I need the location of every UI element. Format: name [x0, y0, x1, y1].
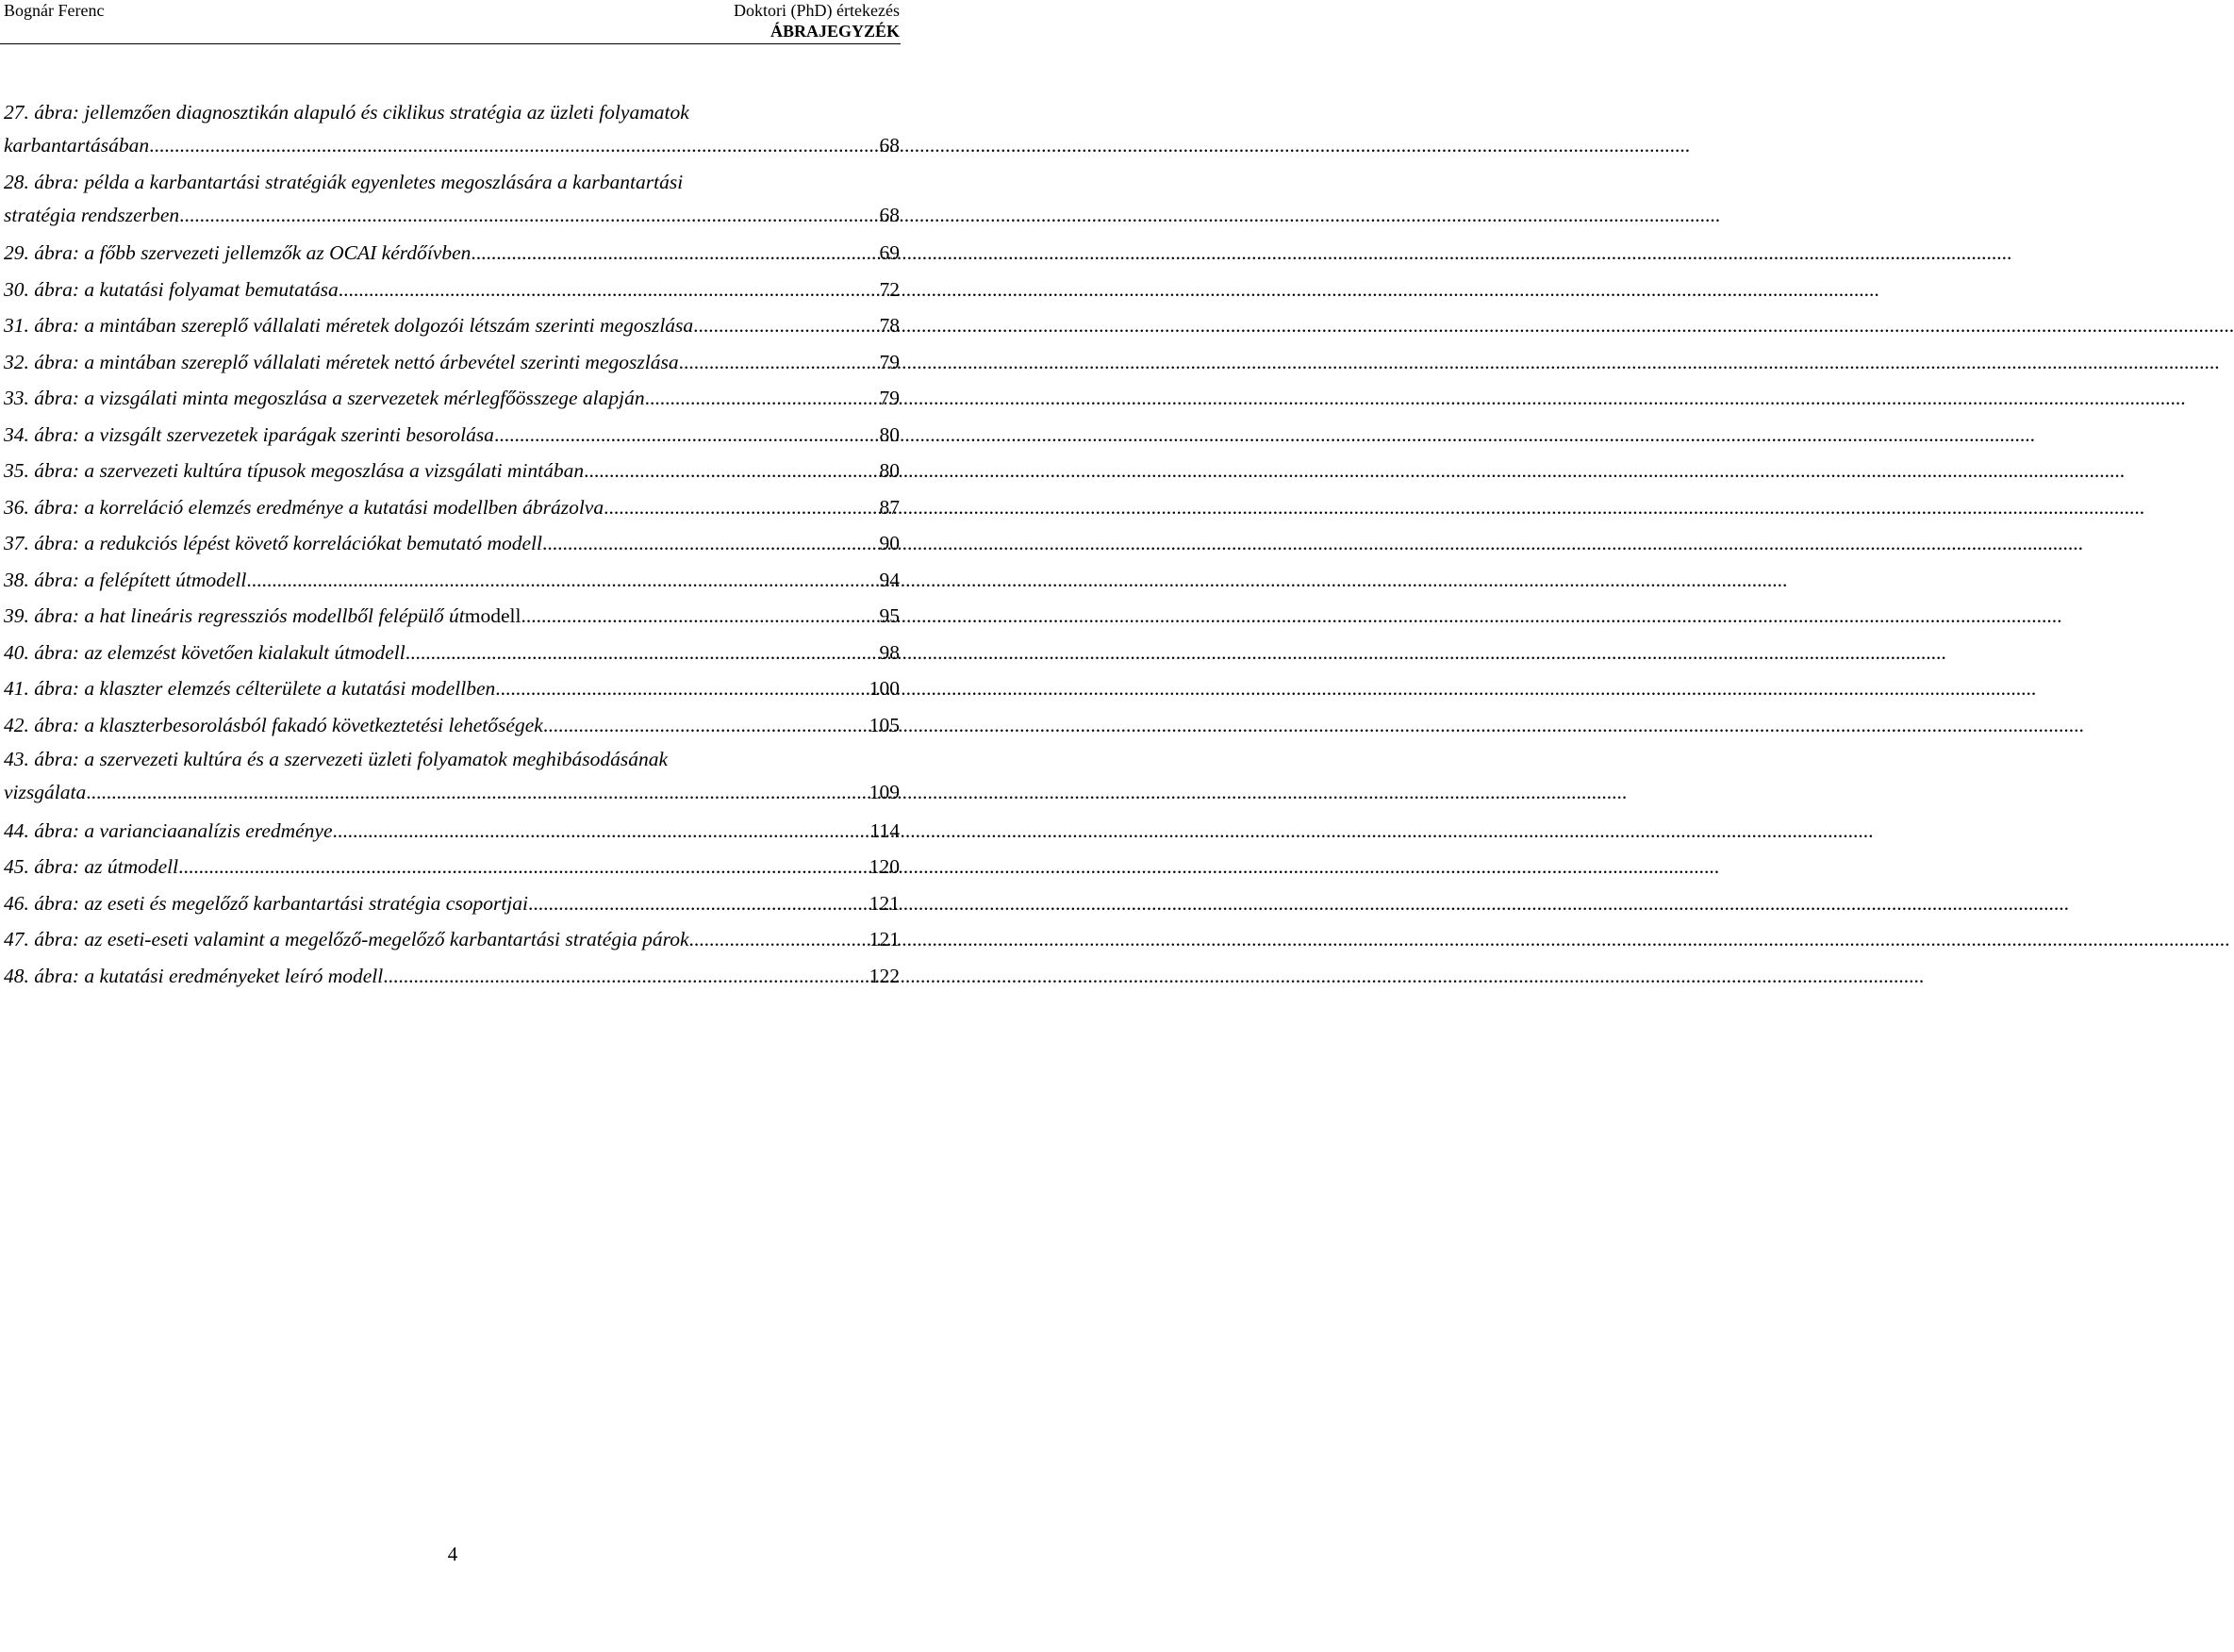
- page-header: [0, 0, 901, 44]
- figure-entry-title: 45. ábra: az útmodell: [4, 855, 179, 878]
- dot-leader: [542, 525, 879, 562]
- figure-entry-31[interactable]: [4, 307, 900, 344]
- figure-entry-page: 68: [879, 203, 900, 226]
- figure-entry-title: [4, 598, 521, 635]
- figure-entry-27[interactable]: [4, 96, 900, 162]
- figure-entry-page: 105: [869, 713, 900, 736]
- dot-leader: [178, 849, 869, 885]
- figure-entry-35[interactable]: [4, 453, 900, 489]
- dot-leader: [521, 598, 878, 635]
- dot-leader: [689, 921, 869, 958]
- figure-entry-title: 30. ábra: a kutatási folyamat bemutatása: [4, 277, 339, 301]
- dot-leader: [383, 958, 869, 995]
- figure-entry-29[interactable]: [4, 235, 900, 272]
- figure-entry-36[interactable]: [4, 489, 900, 526]
- figure-entry-title: 47. ábra: az eseti-eseti valamint a megelőző-megelőző karbantartási stratégia párok: [4, 928, 689, 950]
- header-document-type: Doktori (PhD) értekezés: [734, 1, 900, 20]
- figure-entry-title: 33. ábra: a vizsgálati minta megoszlása a szervezetek mérlegfőösszege alapján: [4, 387, 645, 409]
- figure-entry-43[interactable]: [4, 743, 900, 809]
- figure-entry-46[interactable]: [4, 885, 900, 922]
- dot-leader: [246, 562, 878, 599]
- header-section-title: ÁBRAJEGYZÉK: [769, 22, 900, 41]
- figure-entry-page: 78: [879, 314, 900, 337]
- figure-list: [4, 96, 900, 994]
- figure-entry-title: 42. ábra: a klaszterbesorolásból fakadó következtetési lehetőségek: [4, 713, 543, 736]
- figure-entry-page: 98: [879, 640, 900, 664]
- figure-entry-title: karbantartásában: [4, 134, 150, 157]
- figure-entry-39[interactable]: [4, 598, 900, 635]
- figure-entry-page: 68: [879, 134, 900, 157]
- figure-entry-47[interactable]: [4, 921, 900, 958]
- dot-leader: [584, 453, 878, 489]
- page-number: 4: [447, 1543, 458, 1565]
- figure-entry-41[interactable]: [4, 670, 900, 707]
- dot-leader: [679, 344, 879, 381]
- figure-entry-title-line1: 28. ábra: példa a karbantartási stratégiák egyenletes megoszlására a karbantartási: [4, 170, 684, 193]
- figure-entry-34[interactable]: [4, 417, 900, 454]
- dot-leader: [528, 885, 869, 922]
- figure-entry-40[interactable]: [4, 635, 900, 671]
- figure-entry-page: 87: [879, 495, 900, 519]
- figure-entry-title: stratégia rendszerben: [4, 203, 180, 226]
- figure-entry-44[interactable]: [4, 813, 900, 850]
- dot-leader: [405, 635, 879, 671]
- figure-entry-title: 38. ábra: a felépített útmodell: [4, 568, 247, 591]
- dot-leader: [149, 129, 878, 162]
- figure-entry-page: 122: [869, 964, 900, 987]
- figure-entry-title-line1: 43. ábra: a szervezeti kultúra és a szervezeti üzleti folyamatok meghibásodásának: [4, 748, 669, 770]
- dot-leader: [494, 417, 879, 454]
- figure-entry-page: 94: [879, 568, 900, 591]
- dot-leader: [339, 272, 879, 308]
- figure-entry-45[interactable]: [4, 849, 900, 885]
- figure-entry-title: 31. ábra: a mintában szereplő vállalati méretek dolgozói létszám szerinti megoszlása: [4, 314, 694, 337]
- figure-entry-title: 36. ábra: a korreláció elemzés eredménye a kutatási modellben ábrázolva: [4, 495, 604, 519]
- dot-leader: [645, 380, 879, 417]
- figure-entry-title: 46. ábra: az eseti és megelőző karbantartási stratégia csoportjai: [4, 891, 528, 915]
- figure-entry-title: 44. ábra: a varianciaanalízis eredménye: [4, 818, 333, 842]
- dot-leader: [333, 813, 869, 850]
- figure-entry-page: 72: [879, 277, 900, 301]
- figure-entry-title: 48. ábra: a kutatási eredményeket leíró modell: [4, 964, 384, 987]
- dot-leader: [604, 489, 878, 526]
- figure-entry-page: 95: [879, 604, 900, 627]
- figure-entry-38[interactable]: [4, 562, 900, 599]
- figure-entry-page: 80: [879, 422, 900, 446]
- header-author: Bognár Ferenc: [4, 1, 105, 20]
- dot-leader: [471, 235, 878, 272]
- figure-entry-title: 40. ábra: az elemzést követően kialakult útmodell: [4, 640, 405, 664]
- figure-entry-28[interactable]: [4, 166, 900, 232]
- dot-leader: [693, 307, 878, 344]
- figure-entry-title-italic: 39. ábra: a hat lineáris regressziós modellből felépülő út: [4, 604, 465, 627]
- figure-entry-title-upright: modell: [464, 604, 521, 627]
- figure-entry-page: 114: [869, 818, 900, 842]
- figure-entry-32[interactable]: [4, 344, 900, 381]
- figure-entry-page: 90: [879, 532, 900, 554]
- figure-entry-title: 32. ábra: a mintában szereplő vállalati méretek nettó árbevétel szerinti megoszlása: [4, 350, 679, 373]
- figure-entry-42[interactable]: [4, 707, 900, 744]
- figure-entry-title: vizsgálata: [4, 781, 87, 803]
- figure-entry-title: 35. ábra: a szervezeti kultúra típusok megoszlása a vizsgálati mintában: [4, 459, 585, 482]
- dot-leader: [179, 199, 878, 232]
- figure-entry-page: 80: [879, 459, 900, 482]
- figure-entry-page: 121: [869, 891, 900, 915]
- figure-entry-30[interactable]: [4, 272, 900, 308]
- figure-entry-page: 100: [869, 677, 900, 700]
- figure-entry-title: 29. ábra: a főbb szervezeti jellemzők az OCAI kérdőívben: [4, 241, 472, 264]
- figure-entry-title: 41. ábra: a klaszter elemzés célterülete a kutatási modellben: [4, 677, 496, 700]
- figure-entry-37[interactable]: [4, 525, 900, 562]
- figure-entry-title: 34. ábra: a vizsgált szervezetek iparágak szerinti besorolása: [4, 422, 494, 446]
- dot-leader: [86, 776, 869, 809]
- figure-entry-page: 69: [879, 241, 900, 264]
- figure-entry-page: 79: [879, 350, 900, 373]
- figure-entry-48[interactable]: [4, 958, 900, 995]
- figure-entry-page: 120: [869, 855, 900, 878]
- figure-entry-33[interactable]: [4, 380, 900, 417]
- dot-leader: [543, 707, 869, 744]
- figure-entry-title: 37. ábra: a redukciós lépést követő korrelációkat bemutató modell: [4, 532, 542, 554]
- dot-leader: [495, 670, 868, 707]
- figure-entry-page: 121: [869, 928, 900, 950]
- figure-entry-page: 79: [879, 387, 900, 409]
- figure-entry-title-line1: 27. ábra: jellemzően diagnosztikán alapuló és ciklikus stratégia az üzleti folyamatok: [4, 101, 689, 124]
- figure-entry-page: 109: [869, 781, 900, 803]
